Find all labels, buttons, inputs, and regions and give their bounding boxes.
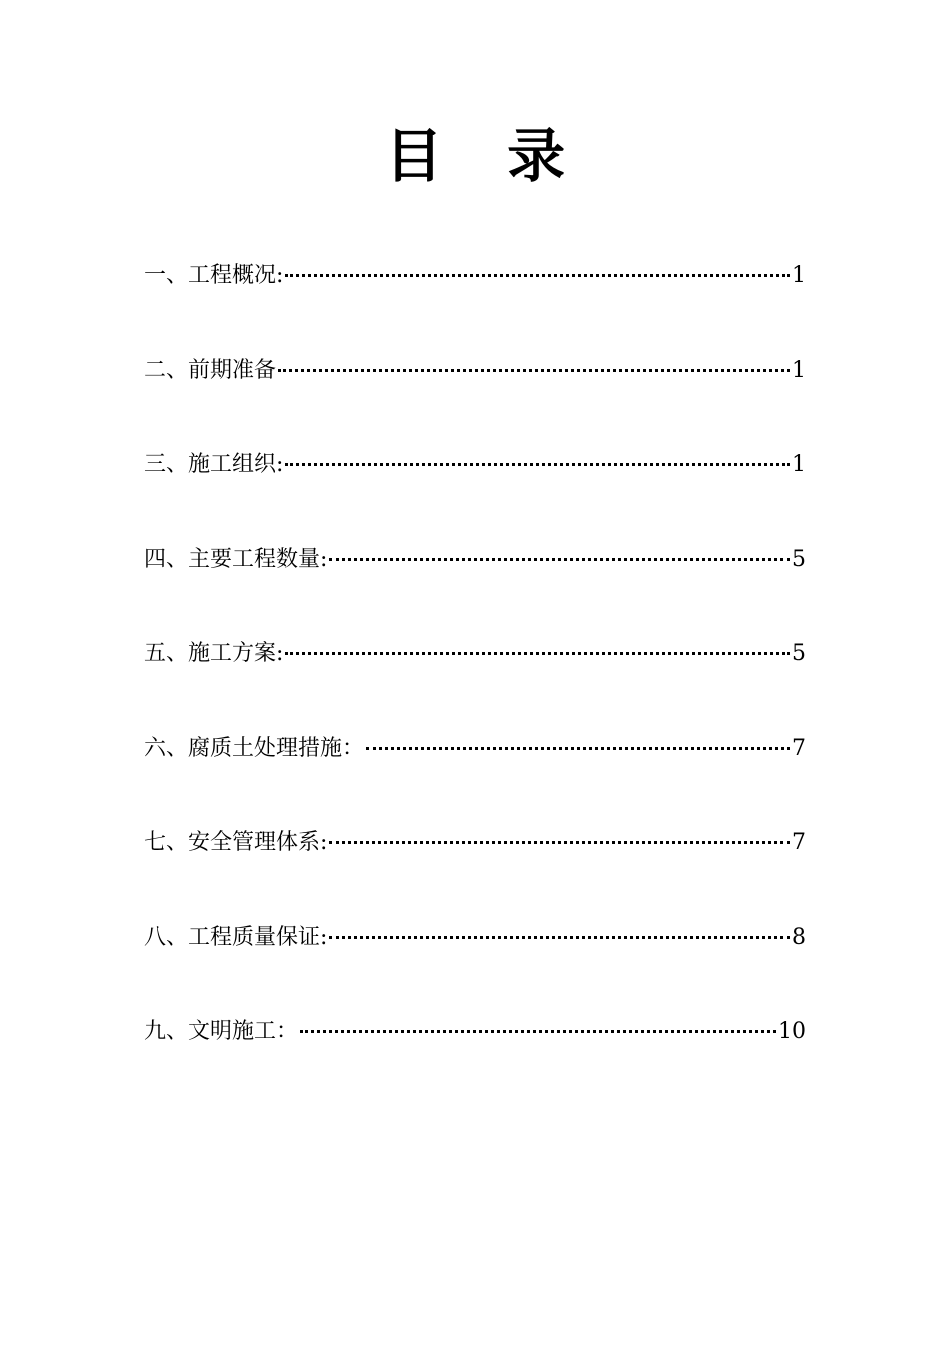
toc-title: 目 录 <box>384 122 588 190</box>
toc-entry[interactable] <box>144 441 806 536</box>
toc-entry[interactable] <box>144 630 806 725</box>
toc-list <box>144 252 806 1103</box>
toc-entry[interactable] <box>144 252 806 347</box>
dot-leader <box>329 841 790 844</box>
toc-entry-text: 一、工程概况: <box>144 263 284 288</box>
toc-entry-page: 5 <box>792 546 806 572</box>
dot-leader <box>285 652 790 655</box>
toc-entry-page: 1 <box>792 357 806 383</box>
toc-entry-text: 二、前期准备 <box>144 357 277 383</box>
toc-entry[interactable] <box>144 725 806 820</box>
toc-entry-page: 7 <box>792 735 806 761</box>
dot-leader <box>300 1030 776 1033</box>
toc-entry[interactable] <box>144 914 806 1009</box>
toc-entry-page: 1 <box>792 263 806 288</box>
toc-entry-text: 八、工程质量保证: <box>144 924 328 950</box>
dot-leader <box>278 369 790 372</box>
toc-entry-text: 七、安全管理体系: <box>144 830 328 855</box>
toc-entry-page: 5 <box>792 641 806 666</box>
toc-entry-text: 三、施工组织: <box>144 452 284 477</box>
toc-entry[interactable] <box>144 819 806 914</box>
dot-leader <box>285 274 790 277</box>
toc-entry[interactable] <box>144 347 806 442</box>
toc-entry-page: 1 <box>792 452 806 477</box>
toc-entry-page: 8 <box>792 924 806 950</box>
toc-entry[interactable] <box>144 536 806 631</box>
dot-leader <box>329 558 790 561</box>
toc-entry-text: 四、主要工程数量: <box>144 546 328 572</box>
dot-leader <box>329 936 790 939</box>
dot-leader <box>366 747 790 750</box>
toc-entry-text: 九、文明施工： <box>144 1019 299 1044</box>
dot-leader <box>285 463 790 466</box>
toc-entry-page: 10 <box>778 1019 806 1044</box>
toc-entry-page: 7 <box>792 830 806 855</box>
toc-entry-text: 五、施工方案: <box>144 641 284 666</box>
toc-entry[interactable] <box>144 1008 806 1103</box>
toc-entry-text: 六、腐质土处理措施： <box>144 735 365 761</box>
